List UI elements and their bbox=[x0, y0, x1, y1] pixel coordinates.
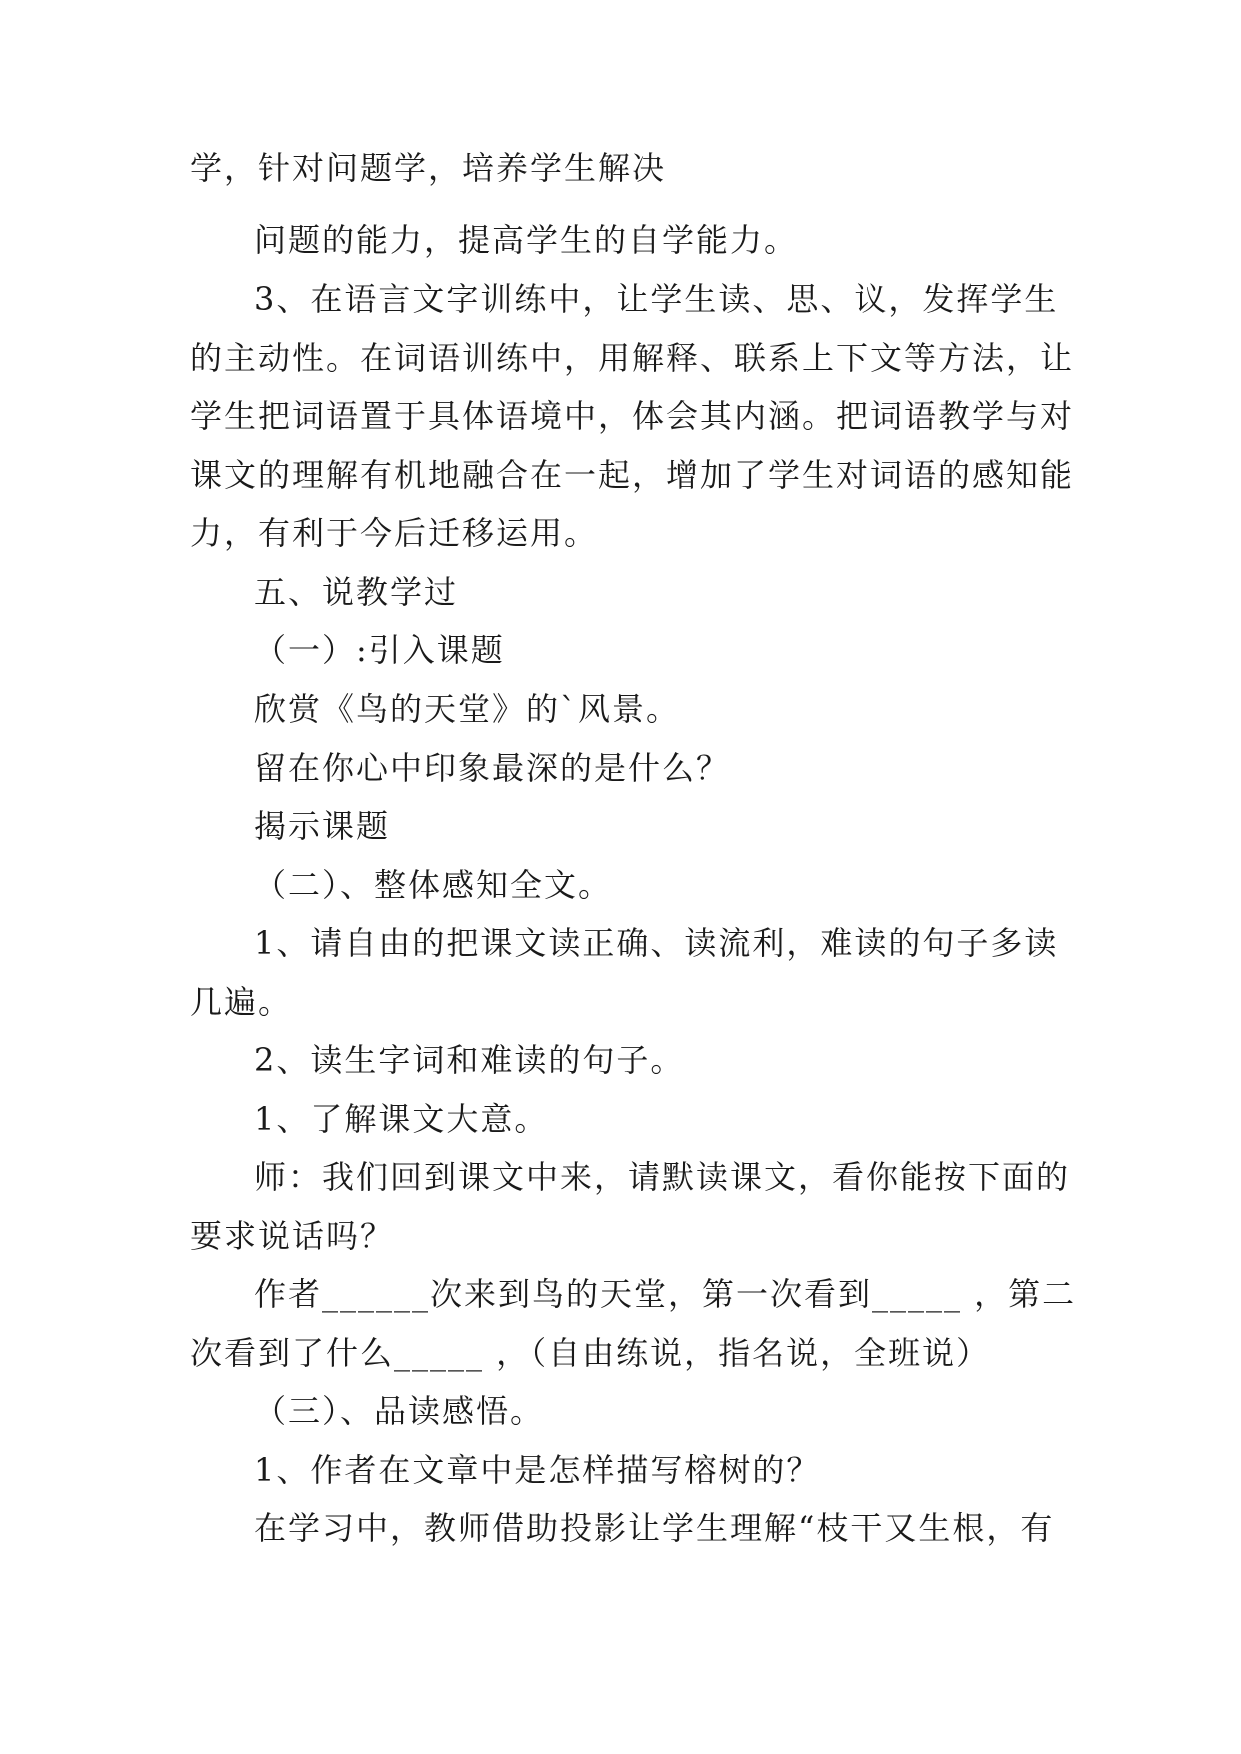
subsection-heading: （一）:引入课题 bbox=[254, 631, 505, 669]
section-heading: 五、说教学过 bbox=[254, 573, 459, 611]
text-line: 的主动性。在词语训练中，用解释、联系上下文等方法，让 bbox=[190, 339, 1075, 377]
text-line: 作者______次来到鸟的天堂，第一次看到_____ ，第二 bbox=[254, 1275, 1077, 1313]
text-line: 要求说话吗？ bbox=[190, 1217, 395, 1255]
text-line: 在学习中，教师借助投影让学生理解“枝干又生根，有 bbox=[254, 1509, 1055, 1547]
text-line: 课文的理解有机地融合在一起，增加了学生对词语的感知能 bbox=[190, 456, 1075, 494]
text-line: 1、了解课文大意。 bbox=[254, 1100, 549, 1138]
text-line: 1、作者在文章中是怎样描写榕树的？ bbox=[254, 1451, 821, 1489]
text-line: 1、请自由的把课文读正确、读流利，难读的句子多读 bbox=[254, 924, 1059, 962]
subsection-heading: （三）、品读感悟。 bbox=[254, 1392, 545, 1430]
text-line: 2、读生字词和难读的句子。 bbox=[254, 1041, 685, 1079]
text-line: 学生把词语置于具体语境中，体会其内涵。把词语教学与对 bbox=[190, 397, 1075, 435]
text-line: 力，有利于今后迁移运用。 bbox=[190, 514, 599, 552]
text-line: 师：我们回到课文中来，请默读课文，看你能按下面的 bbox=[254, 1158, 1071, 1196]
text-line: 学，针对问题学，培养学生解决 bbox=[190, 149, 667, 187]
text-line: 留在你心中印象最深的是什么？ bbox=[254, 749, 731, 787]
text-line: 3、在语言文字训练中，让学生读、思、议，发挥学生 bbox=[254, 280, 1059, 318]
text-line: 问题的能力，提高学生的自学能力。 bbox=[254, 221, 799, 259]
text-line: 几遍。 bbox=[190, 983, 293, 1021]
text-line: 揭示课题 bbox=[254, 807, 391, 845]
text-line: 欣赏《鸟的天堂》的`风景。 bbox=[254, 690, 681, 728]
text-line: 次看到了什么_____ ，（自由练说，指名说，全班说） bbox=[190, 1334, 991, 1372]
subsection-heading: （二）、整体感知全文。 bbox=[254, 866, 613, 904]
